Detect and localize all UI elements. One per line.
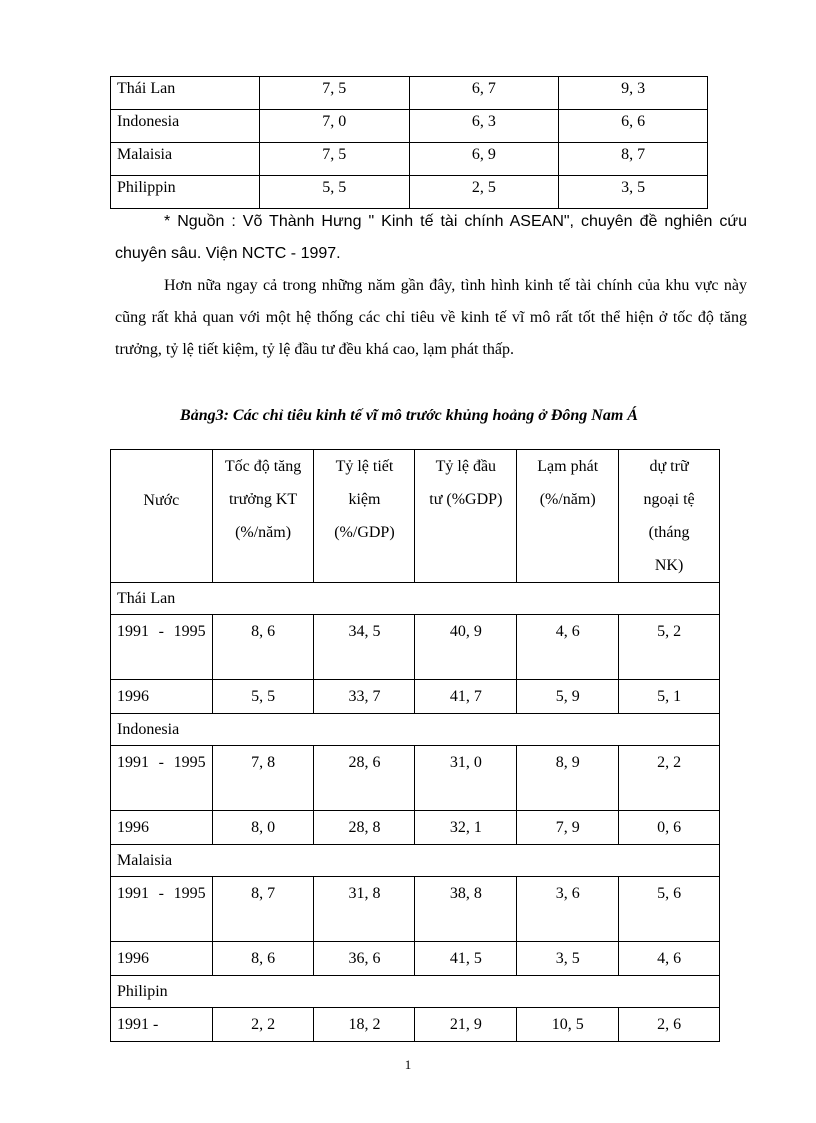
period-cell: 1991 - 1995 [111, 746, 213, 811]
saving-cell: 18, 2 [314, 1008, 415, 1042]
value-cell: 5, 5 [259, 176, 409, 209]
saving-cell: 34, 5 [314, 615, 415, 680]
saving-cell: 28, 6 [314, 746, 415, 811]
group-row [111, 583, 720, 615]
table-row [111, 1008, 720, 1042]
table-row [111, 176, 708, 209]
country-cell: Indonesia [111, 110, 260, 143]
group-label: Thái Lan [111, 583, 720, 615]
inflation-cell: 3, 5 [517, 942, 619, 976]
source-note [115, 206, 747, 270]
inflation-cell: 4, 6 [517, 615, 619, 680]
table-row [111, 877, 720, 942]
reserves-cell: 2, 6 [619, 1008, 720, 1042]
country-cell: Thái Lan [111, 77, 260, 110]
value-cell: 2, 5 [409, 176, 559, 209]
inflation-cell: 8, 9 [517, 746, 619, 811]
growth-cell: 8, 7 [212, 877, 314, 942]
header-reserves: dự trữ ngoại tệ (tháng NK) [619, 450, 720, 583]
value-cell: 3, 5 [559, 176, 708, 209]
investment-cell: 41, 7 [415, 680, 517, 714]
value-cell: 6, 6 [559, 110, 708, 143]
period-cell: 1991 - 1995 [111, 615, 213, 680]
table-row [111, 942, 720, 976]
header-investment: Tỷ lệ đầu tư (%GDP) [415, 450, 517, 583]
investment-cell: 32, 1 [415, 811, 517, 845]
growth-cell: 8, 6 [212, 615, 314, 680]
saving-cell: 36, 6 [314, 942, 415, 976]
country-cell: Malaisia [111, 143, 260, 176]
header-growth: Tốc độ tăng trưởng KT (%/năm) [212, 450, 314, 583]
group-row [111, 976, 720, 1008]
investment-cell: 21, 9 [415, 1008, 517, 1042]
table-row [111, 77, 708, 110]
source-note-text: * Nguồn : Võ Thành Hưng " Kinh tế tài chính ASEAN", chuyên đề nghiên cứu chuyên sâu. Viện NCTC - 1997. [115, 213, 747, 262]
value-cell: 6, 7 [409, 77, 559, 110]
period-cell: 1991 - [111, 1008, 213, 1042]
period-cell: 1996 [111, 811, 213, 845]
growth-cell: 8, 0 [212, 811, 314, 845]
body-paragraph-text: Hơn nữa ngay cả trong những năm gần đây, tình hình kinh tế tài chính của khu vực này cũng rất khả quan với một hệ thống các chỉ tiêu về kinh tế vĩ mô rất tốt thể hiện ở tốc độ tăng trưởng, tỷ lệ tiết kiệm, tỷ lệ đầu tư đều khá cao, lạm phát thấp. [115, 277, 747, 358]
growth-cell: 5, 5 [212, 680, 314, 714]
saving-cell: 31, 8 [314, 877, 415, 942]
inflation-cell: 7, 9 [517, 811, 619, 845]
table-row [111, 746, 720, 811]
value-cell: 7, 0 [259, 110, 409, 143]
reserves-cell: 2, 2 [619, 746, 720, 811]
country-cell: Philippin [111, 176, 260, 209]
value-cell: 7, 5 [259, 143, 409, 176]
reserves-cell: 0, 6 [619, 811, 720, 845]
investment-cell: 40, 9 [415, 615, 517, 680]
value-cell: 6, 9 [409, 143, 559, 176]
period-cell: 1991 - 1995 [111, 877, 213, 942]
period-cell: 1996 [111, 680, 213, 714]
group-label: Malaisia [111, 845, 720, 877]
value-cell: 9, 3 [559, 77, 708, 110]
inflation-cell: 3, 6 [517, 877, 619, 942]
table-row [111, 143, 708, 176]
group-label: Indonesia [111, 714, 720, 746]
table-row [111, 811, 720, 845]
table-row [111, 110, 708, 143]
reserves-cell: 5, 6 [619, 877, 720, 942]
investment-cell: 31, 0 [415, 746, 517, 811]
value-cell: 7, 5 [259, 77, 409, 110]
investment-cell: 41, 5 [415, 942, 517, 976]
table-row [111, 615, 720, 680]
header-saving: Tỷ lệ tiết kiệm (%/GDP) [314, 450, 415, 583]
growth-cell: 8, 6 [212, 942, 314, 976]
value-cell: 8, 7 [559, 143, 708, 176]
group-label: Philipin [111, 976, 720, 1008]
header-row [111, 450, 720, 583]
inflation-cell: 5, 9 [517, 680, 619, 714]
table-row [111, 680, 720, 714]
inflation-cell: 10, 5 [517, 1008, 619, 1042]
table-caption: Bảng3: Các chỉ tiêu kinh tế vĩ mô trước khủng hoảng ở Đông Nam Á [180, 407, 638, 424]
growth-cell: 2, 2 [212, 1008, 314, 1042]
value-cell: 6, 3 [409, 110, 559, 143]
header-inflation: Lạm phát (%/năm) [517, 450, 619, 583]
reserves-cell: 5, 2 [619, 615, 720, 680]
investment-cell: 38, 8 [415, 877, 517, 942]
reserves-cell: 4, 6 [619, 942, 720, 976]
reserves-cell: 5, 1 [619, 680, 720, 714]
saving-cell: 33, 7 [314, 680, 415, 714]
saving-cell: 28, 8 [314, 811, 415, 845]
growth-cell: 7, 8 [212, 746, 314, 811]
header-country: Nước [111, 450, 213, 583]
group-row [111, 714, 720, 746]
macro-indicators-table [110, 449, 720, 1042]
body-paragraph [115, 270, 747, 366]
page-number: 1 [404, 1057, 412, 1072]
growth-table [110, 76, 708, 209]
group-row [111, 845, 720, 877]
period-cell: 1996 [111, 942, 213, 976]
